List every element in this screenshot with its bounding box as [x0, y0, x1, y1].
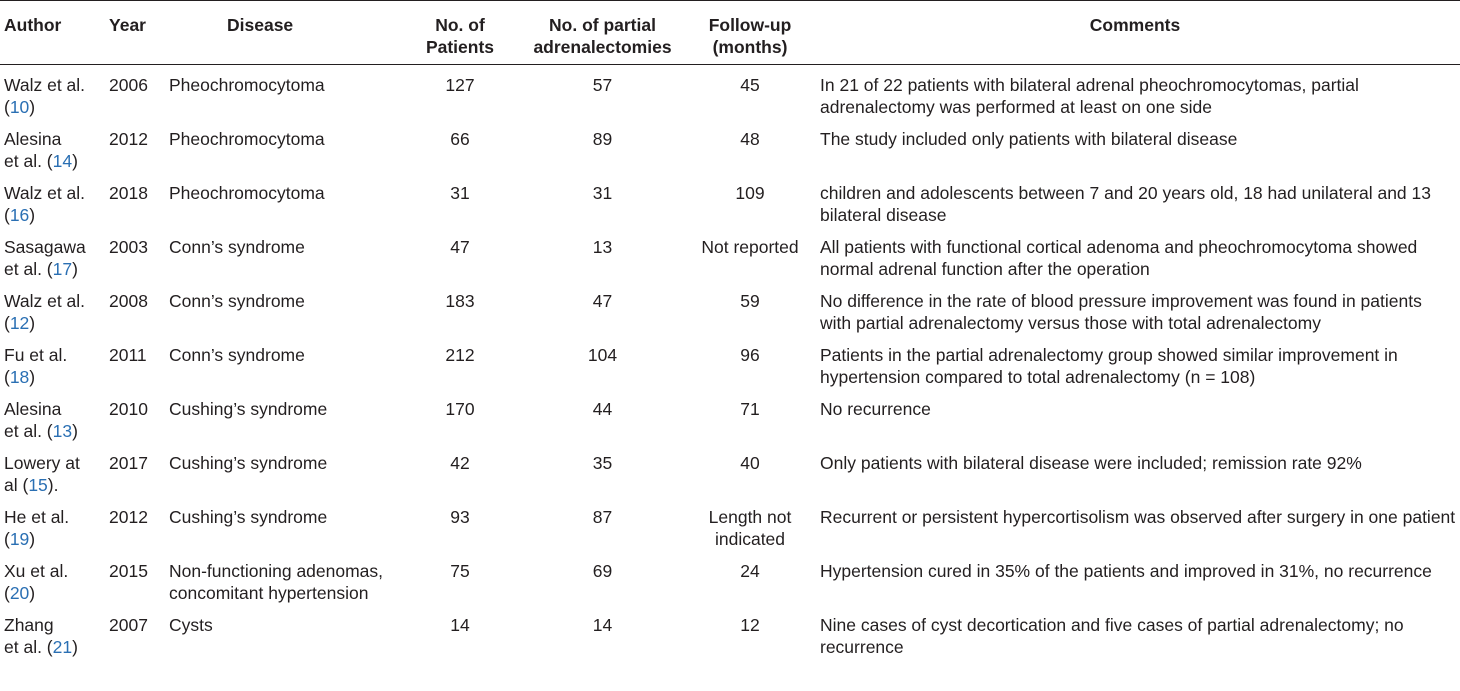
- cell-author: Fu et al. (18): [4, 345, 68, 387]
- cell-follow-up: 40: [740, 453, 760, 473]
- cell-year: 2006: [109, 75, 148, 95]
- cell-comments: Nine cases of cyst decortication and five cases of partial adrenalectomy; no recurrence: [820, 615, 1404, 657]
- cell-follow-up: Not reported: [701, 237, 799, 257]
- cell-disease: Conn’s syndrome: [169, 237, 305, 257]
- cell-partial-adrenalectomies: 35: [592, 453, 613, 473]
- reference-link[interactable]: 14: [52, 151, 73, 171]
- cell-author: Sasagawa et al. (17): [4, 237, 86, 279]
- header-author: Author: [0, 1, 105, 65]
- reference-link[interactable]: 13: [52, 421, 73, 441]
- table-row: [0, 122, 1460, 176]
- cell-patients: 31: [450, 183, 470, 203]
- cell-follow-up: Length not indicated: [708, 507, 792, 549]
- cell-year: 2003: [109, 237, 148, 257]
- cell-comments: Only patients with bilateral disease were included; remission rate 92%: [820, 453, 1362, 473]
- cell-partial-adrenalectomies: 44: [592, 399, 613, 419]
- cell-author: Walz et al. (10): [4, 75, 86, 117]
- cell-follow-up: 59: [740, 291, 760, 311]
- cell-follow-up: 96: [740, 345, 760, 365]
- cell-patients: 93: [450, 507, 470, 527]
- cell-comments: In 21 of 22 patients with bilateral adrenal pheochromocytomas, partial adrenalectomy was performed at least on one side: [820, 75, 1359, 117]
- table-row: [0, 338, 1460, 392]
- cell-year: 2007: [109, 615, 148, 635]
- cell-year: 2011: [109, 345, 147, 365]
- header-comments: Comments: [810, 1, 1460, 65]
- cell-partial-adrenalectomies: 57: [592, 75, 613, 95]
- cell-author: Walz et al. (12): [4, 291, 86, 333]
- cell-follow-up: 48: [740, 129, 760, 149]
- header-year: Year: [105, 1, 165, 65]
- cell-partial-adrenalectomies: 47: [592, 291, 613, 311]
- cell-partial-adrenalectomies: 69: [592, 561, 613, 581]
- table-row: [0, 176, 1460, 230]
- cell-author: Alesina et al. (14): [4, 129, 78, 171]
- cell-follow-up: 12: [740, 615, 760, 635]
- cell-disease: Conn’s syndrome: [169, 291, 305, 311]
- cell-disease: Pheochromocytoma: [169, 183, 325, 203]
- cell-patients: 47: [450, 237, 470, 257]
- cell-follow-up: 71: [740, 399, 760, 419]
- cell-partial-adrenalectomies: 31: [592, 183, 613, 203]
- cell-comments: Patients in the partial adrenalectomy group showed similar improvement in hypertension compared to total adrenalectomy (n = 108): [820, 345, 1398, 387]
- reference-link[interactable]: 17: [52, 259, 73, 279]
- table-row: [0, 65, 1460, 123]
- cell-comments: Recurrent or persistent hypercortisolism was observed after surgery in one patient: [820, 507, 1456, 527]
- cell-patients: 127: [445, 75, 475, 95]
- cell-year: 2008: [109, 291, 148, 311]
- reference-link[interactable]: 19: [9, 529, 30, 549]
- cell-year: 2012: [109, 129, 148, 149]
- cell-patients: 212: [445, 345, 475, 365]
- cell-author: Lowery at al (15).: [4, 453, 80, 495]
- reference-link[interactable]: 18: [9, 367, 30, 387]
- cell-partial-adrenalectomies: 104: [587, 345, 618, 365]
- cell-partial-adrenalectomies: 14: [592, 615, 613, 635]
- cell-year: 2017: [109, 453, 148, 473]
- cell-patients: 42: [450, 453, 470, 473]
- cell-year: 2015: [109, 561, 148, 581]
- table-row: [0, 392, 1460, 446]
- table-row: [0, 230, 1460, 284]
- cell-disease: Pheochromocytoma: [169, 129, 325, 149]
- cell-patients: 183: [445, 291, 475, 311]
- header-follow-up: Follow-up (months): [690, 1, 810, 65]
- cell-partial-adrenalectomies: 13: [592, 237, 613, 257]
- reference-link[interactable]: 20: [9, 583, 30, 603]
- table-body: [0, 65, 1460, 663]
- cell-follow-up: 45: [740, 75, 760, 95]
- reference-link[interactable]: 10: [9, 97, 30, 117]
- cell-patients: 75: [450, 561, 470, 581]
- cell-comments: All patients with functional cortical adenoma and pheochromocytoma showed normal adrenal function after the operation: [820, 237, 1418, 279]
- cell-comments: The study included only patients with bilateral disease: [820, 129, 1238, 149]
- cell-disease: Cushing’s syndrome: [169, 399, 328, 419]
- table-row: [0, 500, 1460, 554]
- header-partial-adrenalectomies: No. of partial adrenalectomies: [515, 1, 690, 65]
- cell-comments: children and adolescents between 7 and 20 years old, 18 had unilateral and 13 bilateral disease: [820, 183, 1431, 225]
- header-disease: Disease: [165, 1, 405, 65]
- reference-link[interactable]: 15: [28, 475, 48, 495]
- cell-author: He et al. (19): [4, 507, 70, 549]
- reference-link[interactable]: 21: [52, 637, 73, 657]
- cell-year: 2018: [109, 183, 148, 203]
- table-row: [0, 284, 1460, 338]
- table-row: [0, 554, 1460, 608]
- cell-disease: Conn’s syndrome: [169, 345, 305, 365]
- cell-disease: Non-functioning adenomas, concomitant hypertension: [169, 561, 384, 603]
- cell-disease: Cushing’s syndrome: [169, 507, 328, 527]
- cell-disease: Cushing’s syndrome: [169, 453, 328, 473]
- cell-partial-adrenalectomies: 89: [592, 129, 613, 149]
- cell-patients: 170: [445, 399, 475, 419]
- cell-disease: Cysts: [169, 615, 213, 635]
- cell-follow-up: 24: [740, 561, 760, 581]
- cell-author: Alesina et al. (13): [4, 399, 78, 441]
- cell-year: 2012: [109, 507, 148, 527]
- table-row: [0, 608, 1460, 662]
- cell-author: Xu et al. (20): [4, 561, 69, 603]
- cell-author: Zhang et al. (21): [4, 615, 78, 657]
- cell-patients: 14: [450, 615, 470, 635]
- cell-comments: No recurrence: [820, 399, 931, 419]
- header-patients: No. of Patients: [405, 1, 515, 65]
- cell-disease: Pheochromocytoma: [169, 75, 325, 95]
- cell-comments: Hypertension cured in 35% of the patients and improved in 31%, no recurrence: [820, 561, 1432, 581]
- cell-partial-adrenalectomies: 87: [592, 507, 613, 527]
- cell-author: Walz et al. (16): [4, 183, 86, 225]
- reference-link[interactable]: 12: [9, 313, 30, 333]
- cell-follow-up: 109: [735, 183, 765, 203]
- cell-comments: No difference in the rate of blood pressure improvement was found in patients with partial adrenalectomy versus those with total adrenalectomy: [820, 291, 1422, 333]
- table-row: [0, 446, 1460, 500]
- cell-year: 2010: [109, 399, 148, 419]
- reference-link[interactable]: 16: [9, 205, 30, 225]
- header-row: [0, 1, 1460, 65]
- cell-patients: 66: [450, 129, 470, 149]
